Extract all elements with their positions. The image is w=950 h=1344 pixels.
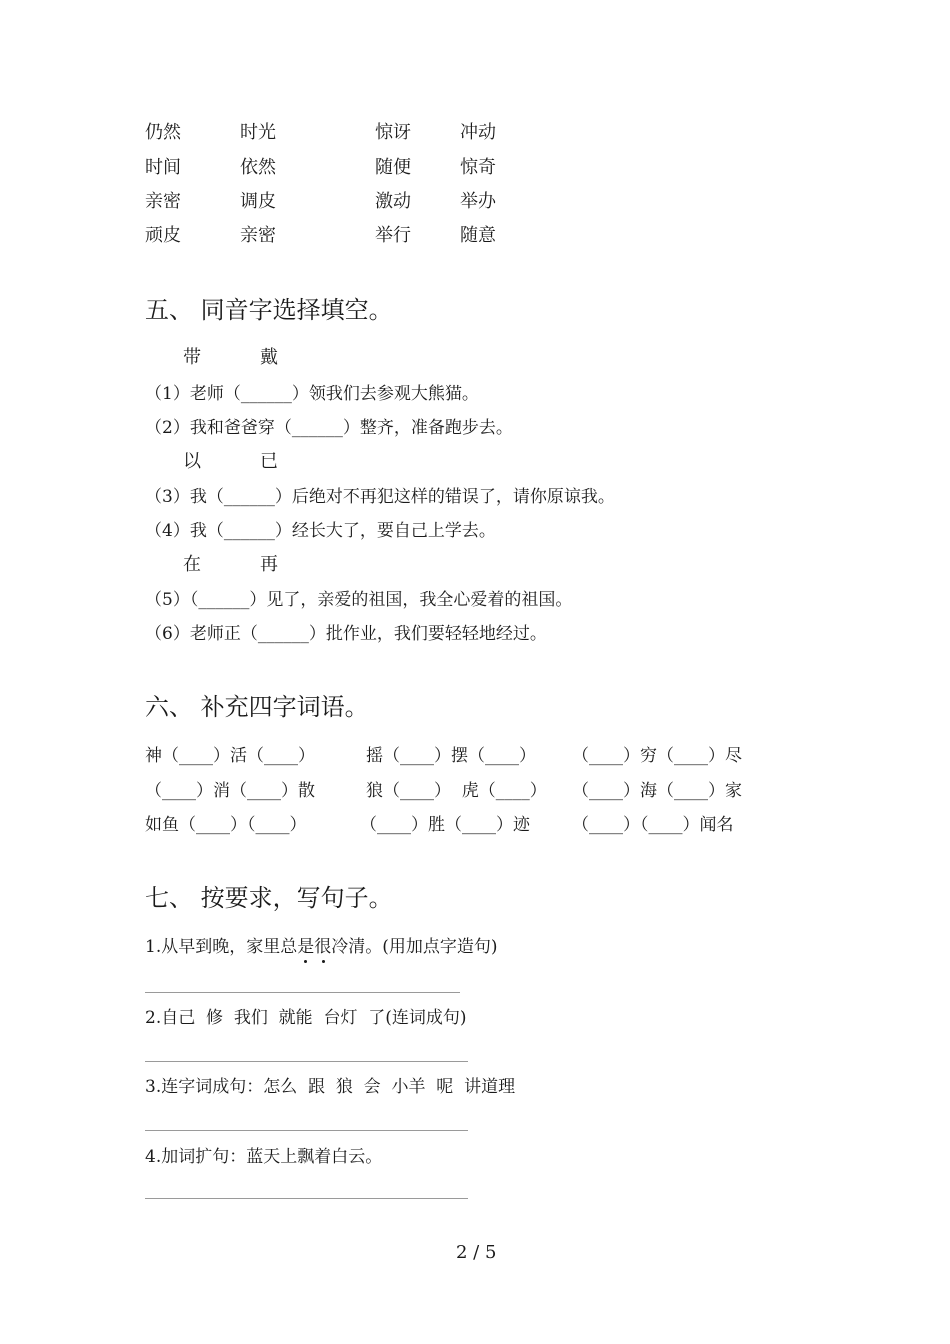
word-cell: 时间 (145, 157, 181, 178)
section-title: 五、 同音字选择填空。 (145, 296, 393, 324)
idiom-blank: （____）消（____）散 (145, 781, 315, 801)
section-title: 七、 按要求，写句子。 (145, 884, 393, 912)
option-char: 在 (183, 554, 201, 575)
answer-line[interactable] (145, 1130, 468, 1131)
word-cell: 亲密 (240, 225, 276, 246)
question-item: （6）老师正（______）批作业，我们要轻轻地经过。 (145, 624, 547, 644)
option-char: 再 (260, 554, 278, 575)
idiom-blank: 狼（____） 虎（____） (366, 781, 547, 801)
question-item: 3.连字词成句：怎么 跟 狼 会 小羊 呢 讲道理 (145, 1077, 516, 1097)
idiom-blank: 摇（____）摆（____） (366, 746, 536, 766)
idiom-blank: （____）海（____）家 (572, 781, 742, 801)
word-cell: 激动 (375, 191, 411, 212)
word-cell: 冲动 (460, 122, 496, 143)
answer-line[interactable] (145, 1198, 468, 1199)
emphasis-dot (322, 960, 325, 963)
question-item: （3）我（______）后绝对不再犯这样的错误了，请你原谅我。 (145, 487, 615, 507)
answer-line[interactable] (145, 992, 460, 993)
word-cell: 时光 (240, 122, 276, 143)
word-cell: 随意 (460, 225, 496, 246)
option-char: 已 (260, 451, 278, 472)
word-cell: 举行 (375, 225, 411, 246)
question-item: （5）（______）见了，亲爱的祖国，我全心爱着的祖国。 (145, 590, 573, 610)
word-cell: 惊奇 (460, 157, 496, 178)
idiom-blank: （____）穷（____）尽 (572, 746, 742, 766)
question-item: 4.加词扩句：蓝天上飘着白云。 (145, 1147, 383, 1167)
word-cell: 惊讶 (375, 122, 411, 143)
word-cell: 顽皮 (145, 225, 181, 246)
emphasis-dot (304, 960, 307, 963)
idiom-blank: 如鱼（____）（____） (145, 815, 307, 835)
word-cell: 调皮 (240, 191, 276, 212)
word-cell: 亲密 (145, 191, 181, 212)
option-char: 带 (183, 347, 201, 368)
section-title: 六、 补充四字词语。 (145, 693, 369, 721)
word-cell: 依然 (240, 157, 276, 178)
question-item: （2）我和爸爸穿（______）整齐，准备跑步去。 (145, 418, 513, 438)
answer-line[interactable] (145, 1061, 468, 1062)
question-item: 2.自己 修 我们 就能 台灯 了(连词成句) (145, 1008, 467, 1028)
idiom-blank: 神（____）活（____） (145, 746, 315, 766)
option-char: 以 (183, 451, 201, 472)
question-item: （4）我（______）经长大了，要自己上学去。 (145, 521, 496, 541)
option-char: 戴 (260, 347, 278, 368)
page-number: 2 / 5 (456, 1242, 497, 1263)
word-cell: 举办 (460, 191, 496, 212)
word-cell: 仍然 (145, 122, 181, 143)
question-item: （1）老师（______）领我们去参观大熊猫。 (145, 384, 479, 404)
word-cell: 随便 (375, 157, 411, 178)
idiom-blank: （____）胜（____）迹 (360, 815, 530, 835)
question-item: 1.从早到晚，家里总是很冷清。(用加点字造句) (145, 937, 498, 957)
idiom-blank: （____）（____）闻名 (572, 815, 734, 835)
